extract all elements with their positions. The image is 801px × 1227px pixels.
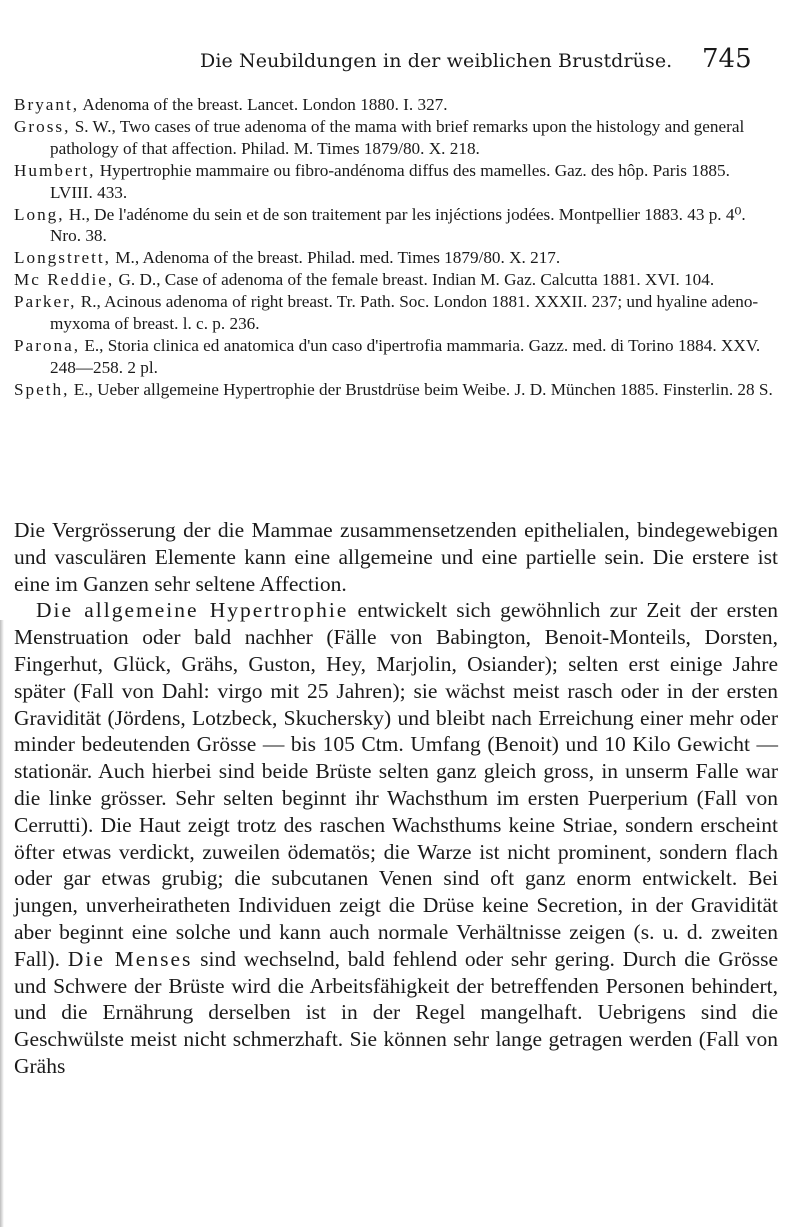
running-title: Die Neubildungen in der weiblichen Brustdrüse. — [200, 50, 673, 72]
bibliography-entry — [14, 94, 774, 116]
paragraph-intro: Die Vergrösserung der die Mammae zusammensetzenden epithelialen, bindegewebigen und vasculären Elemente kann eine allgemeine und eine partielle sein. Die erstere ist eine im Ganzen sehr seltene Affection. — [14, 518, 778, 596]
term-allgemeine-hypertrophie: Die allgemeine Hypertrophie — [36, 598, 349, 623]
body-text — [14, 517, 778, 1080]
entry-text: M., Adenoma of the breast. Philad. med. Times 1879/80. X. 217. — [110, 248, 561, 268]
entry-author: Mc Reddie, — [14, 270, 115, 290]
bibliography-entry — [14, 291, 774, 335]
entry-text: R., Acinous adenoma of right breast. Tr. Path. Soc. London 1881. XXXII. 237; und hyaline adeno-myxoma of breast. l. c. p. 236. — [50, 292, 759, 334]
paragraph-text: entwickelt sich gewöhnlich zur Zeit der ersten Menstruation oder bald nachher (Fälle von Babington, Benoit-Monteils, Dorsten, Fingerhut, Glück, Grähs, Guston, Hey, Marjolin, Osiander); selten erst einige Jahre später (Fall von Dahl: virgo mit 25 Jahren); sie wächst meist rasch oder in der ersten Gravidität (Jördens, Lotzbeck, Skuchersky) und bleibt nach Erreichung einer mehr oder minder bedeutenden Grösse — bis 105 Ctm. Umfang (Benoit) und 10 Kilo Gewicht — stationär. Auch hierbei sind beide Brüste selten ganz gleich gross, in unserm Falle war die linke grösser. Sehr selten beginnt ihr Wachsthum im ersten Puerperium (Fall von Cerrutti). Die Haut zeigt trotz des raschen Wachsthums keine Striae, sondern erscheint öfter etwas verdickt, zuweilen ödematös; die Warze ist nicht prominent, sondern flach oder gar etwas grubig; die subcutanen Venen sind oft ganz enorm entwickelt. Bei jungen, unverheiratheten Individuen zeigt die Drüse keine Secretion, in der Gravidität aber beginnt eine solche und kann auch normale Verhältnisse zeigen (s. u. d. zweiten Fall). — [14, 598, 778, 971]
entry-author: Gross, — [14, 116, 71, 136]
bibliography-entry — [14, 160, 774, 204]
entry-text: H., De l'adénome du sein et de son traitement par les injéctions jodées. Montpellier 1883. 43 p. 4⁰. Nro. 38. — [50, 204, 746, 246]
paragraph-hypertrophy — [14, 597, 778, 1079]
entry-author: Longstrett, — [14, 248, 111, 268]
page-number: 745 — [702, 44, 752, 74]
bibliography-entry — [14, 379, 774, 401]
bibliography-entry — [14, 269, 774, 291]
bibliography-entry — [14, 335, 774, 379]
bibliography-entry — [14, 116, 774, 160]
entry-author: Humbert, — [14, 160, 96, 180]
entry-author: Speth, — [14, 379, 70, 399]
entry-text: E., Ueber allgemeine Hypertrophie der Brustdrüse beim Weibe. J. D. München 1885. Finsterlin. 28 S. — [69, 379, 773, 399]
paragraph-text: sind wechselnd, bald fehlend oder sehr gering. Durch die Grösse und Schwere der Brüste wird die Arbeitsfähigkeit der betreffenden Personen behindert, und die Ernährung derselben ist in der Regel mangelhaft. Uebrigens sind die Geschwülste meist nicht schmerzhaft. Sie können sehr lange getragen werden (Fall von Grähs — [14, 946, 778, 1078]
term-menses: Die Menses — [67, 946, 193, 971]
page-edge-shadow — [0, 620, 4, 1227]
bibliography-entry — [14, 204, 774, 248]
entry-text: Adenoma of the breast. Lancet. London 1880. I. 327. — [79, 95, 448, 114]
entry-text: E., Storia clinica ed anatomica d'un caso d'ipertrofia mammaria. Gazz. med. di Torino 1884. XXV. 248—258. 2 pl. — [50, 335, 761, 377]
bibliography-list — [14, 94, 774, 401]
entry-author: Bryant, — [14, 95, 80, 114]
entry-author: Parona, — [14, 335, 81, 355]
entry-author: Long, — [14, 204, 65, 224]
entry-text: S. W., Two cases of true adenoma of the mama with brief remarks upon the histology and general pathology of that affection. Philad. M. Times 1879/80. X. 218. — [50, 116, 745, 158]
entry-text: G. D., Case of adenoma of the female breast. Indian M. Gaz. Calcutta 1881. XVI. 104. — [114, 270, 715, 290]
bibliography-entry — [14, 247, 774, 269]
entry-author: Parker, — [14, 292, 77, 312]
entry-text: Hypertrophie mammaire ou fibro-andénoma diffus des mamelles. Gaz. des hôp. Paris 1885. LVIII. 433. — [50, 160, 730, 202]
page-header — [0, 44, 801, 84]
